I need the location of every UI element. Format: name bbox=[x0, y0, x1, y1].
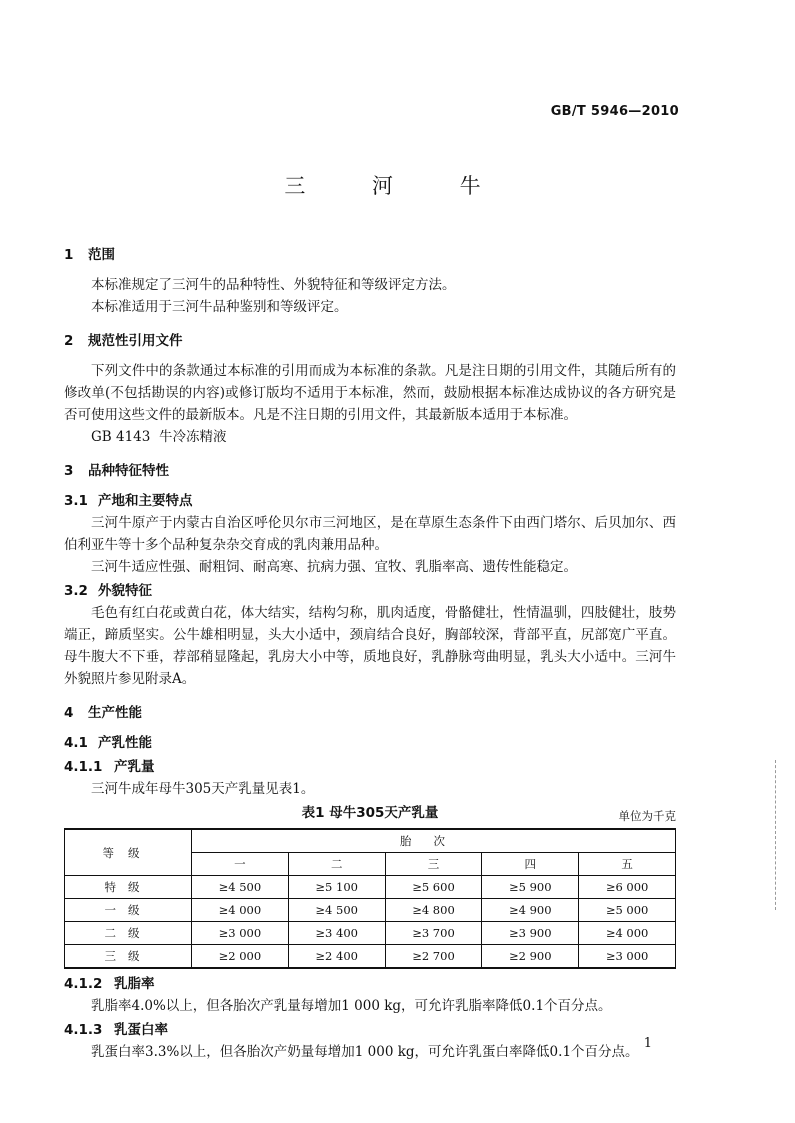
value-cell: ≥2 000 bbox=[192, 945, 289, 969]
table-caption-row bbox=[64, 802, 676, 824]
parity-header-cell: 二 bbox=[288, 853, 385, 876]
value-cell: ≥4 500 bbox=[288, 899, 385, 922]
table-unit: 单位为千克 bbox=[618, 809, 676, 823]
value-cell: ≥3 000 bbox=[579, 945, 676, 969]
section-number: 4 bbox=[64, 705, 74, 721]
subsection-3-1-heading bbox=[64, 490, 676, 512]
paragraph: 乳蛋白率3.3%以上，但各胎次产奶量每增加1 000 kg，可允许乳蛋白率降低0.1个百分点。 bbox=[91, 1044, 639, 1060]
paragraph: 毛色有红白花或黄白花，体大结实，结构匀称，肌肉适度，骨骼健壮，性情温驯，四肢健壮，肢势端正，蹄质坚实。公牛雄相明显，头大小适中，颈肩结合良好，胸部较深，背部平直，尻部宽广平直。母牛腹大不下垂，荐部稍显隆起，乳房大小中等，质地良好，乳静脉弯曲明显，乳头大小适中。三河牛外貌照片参见附录A。 bbox=[64, 605, 676, 687]
value-cell: ≥2 900 bbox=[482, 945, 579, 969]
section-title: 品种特征特性 bbox=[88, 463, 169, 479]
subsection-number: 4.1.3 bbox=[64, 1022, 103, 1038]
value-cell: ≥3 400 bbox=[288, 922, 385, 945]
parity-column-header: 胎次 bbox=[192, 829, 676, 853]
subsection-4-1-1-heading bbox=[64, 756, 676, 778]
reference-title: 牛冷冻精液 bbox=[159, 429, 227, 445]
binding-margin-line bbox=[775, 760, 776, 910]
grade-cell: 一级 bbox=[65, 899, 192, 922]
paragraph: 三河牛原产于内蒙古自治区呼伦贝尔市三河地区，是在草原生态条件下由西门塔尔、后贝加尔、西伯利亚牛等十多个品种复杂杂交育成的乳肉兼用品种。 bbox=[64, 515, 676, 553]
value-cell: ≥2 700 bbox=[385, 945, 482, 969]
value-cell: ≥4 000 bbox=[579, 922, 676, 945]
table-title: 表1 母牛305天产乳量 bbox=[301, 805, 439, 821]
reference-code: GB 4143 bbox=[91, 429, 151, 445]
milk-yield-table bbox=[64, 828, 676, 969]
section-3-heading bbox=[64, 460, 676, 482]
value-cell: ≥5 100 bbox=[288, 876, 385, 899]
section-title: 规范性引用文件 bbox=[88, 333, 183, 349]
subsection-number: 4.1.1 bbox=[64, 759, 103, 775]
subsection-title: 乳脂率 bbox=[114, 976, 155, 992]
paragraph: 三河牛适应性强、耐粗饲、耐高寒、抗病力强、宜牧、乳脂率高、遗传性能稳定。 bbox=[91, 559, 577, 575]
table-row bbox=[65, 876, 676, 899]
paragraph: 下列文件中的条款通过本标准的引用而成为本标准的条款。凡是注日期的引用文件，其随后所有的修改单(不包括勘误的内容)或修订版均不适用于本标准，然而，鼓励根据本标准达成协议的各方研究是否可使用这些文件的最新版本。凡是不注日期的引用文件，其最新版本适用于本标准。 bbox=[64, 363, 676, 423]
section-number: 2 bbox=[64, 333, 74, 349]
paragraph: 本标准规定了三河牛的品种特性、外貌特征和等级评定方法。 bbox=[91, 277, 456, 293]
parity-header-cell: 五 bbox=[579, 853, 676, 876]
subsection-title: 外貌特征 bbox=[98, 583, 152, 599]
subsection-4-1-2-heading bbox=[64, 973, 676, 995]
grade-cell: 二级 bbox=[65, 922, 192, 945]
subsection-title: 产乳性能 bbox=[98, 735, 152, 751]
value-cell: ≥2 400 bbox=[288, 945, 385, 969]
grade-cell: 特级 bbox=[65, 876, 192, 899]
value-cell: ≥4 900 bbox=[482, 899, 579, 922]
parity-header-cell: 一 bbox=[192, 853, 289, 876]
value-cell: ≥3 700 bbox=[385, 922, 482, 945]
value-cell: ≥4 500 bbox=[192, 876, 289, 899]
document-body bbox=[64, 234, 676, 1063]
subsection-3-2-heading bbox=[64, 580, 676, 602]
table-row bbox=[65, 945, 676, 969]
subsection-title: 产地和主要特点 bbox=[98, 493, 193, 509]
value-cell: ≥4 000 bbox=[192, 899, 289, 922]
subsection-4-1-3-heading bbox=[64, 1019, 676, 1041]
value-cell: ≥5 000 bbox=[579, 899, 676, 922]
paragraph: 本标准适用于三河牛品种鉴别和等级评定。 bbox=[91, 299, 348, 315]
section-number: 1 bbox=[64, 247, 74, 263]
table-row bbox=[65, 922, 676, 945]
value-cell: ≥5 600 bbox=[385, 876, 482, 899]
value-cell: ≥6 000 bbox=[579, 876, 676, 899]
value-cell: ≥3 900 bbox=[482, 922, 579, 945]
table-row bbox=[65, 899, 676, 922]
subsection-number: 4.1.2 bbox=[64, 976, 103, 992]
value-cell: ≥4 800 bbox=[385, 899, 482, 922]
section-1-heading bbox=[64, 244, 676, 266]
normative-reference bbox=[64, 426, 676, 448]
section-4-heading bbox=[64, 702, 676, 724]
subsection-number: 3.1 bbox=[64, 493, 88, 509]
subsection-4-1-heading bbox=[64, 732, 676, 754]
paragraph: 三河牛成年母牛305天产乳量见表1。 bbox=[91, 781, 315, 797]
section-2-heading bbox=[64, 330, 676, 352]
section-number: 3 bbox=[64, 463, 74, 479]
grade-cell: 三级 bbox=[65, 945, 192, 969]
subsection-number: 4.1 bbox=[64, 735, 88, 751]
grade-column-header: 等级 bbox=[65, 829, 192, 876]
section-title: 生产性能 bbox=[88, 705, 142, 721]
page-title: 三 河 牛 bbox=[284, 174, 511, 198]
value-cell: ≥3 000 bbox=[192, 922, 289, 945]
page-number: 1 bbox=[643, 1036, 652, 1051]
parity-header-cell: 四 bbox=[482, 853, 579, 876]
subsection-number: 3.2 bbox=[64, 583, 88, 599]
parity-header-cell: 三 bbox=[385, 853, 482, 876]
standard-code: GB/T 5946—2010 bbox=[550, 104, 679, 119]
subsection-title: 乳蛋白率 bbox=[114, 1022, 168, 1038]
paragraph: 乳脂率4.0%以上，但各胎次产乳量每增加1 000 kg，可允许乳脂率降低0.1个百分点。 bbox=[91, 998, 612, 1014]
subsection-title: 产乳量 bbox=[114, 759, 155, 775]
value-cell: ≥5 900 bbox=[482, 876, 579, 899]
section-title: 范围 bbox=[88, 247, 115, 263]
